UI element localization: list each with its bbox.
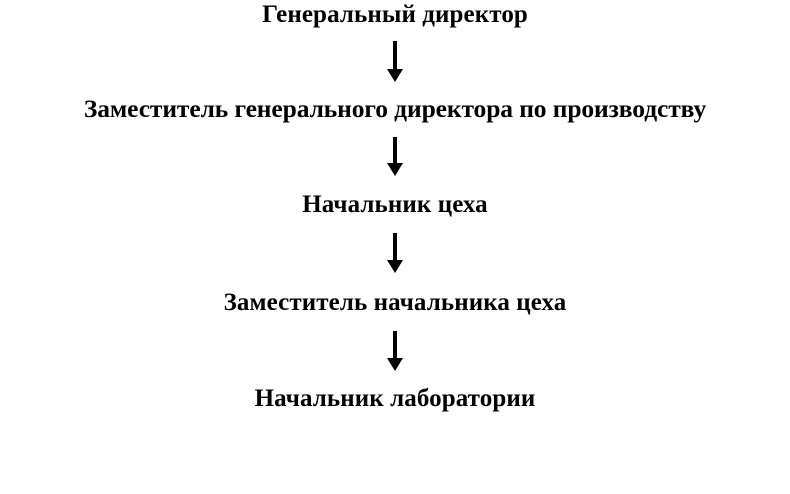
arrow-down-icon-1 — [387, 41, 403, 82]
arrow-down-icon-3 — [387, 233, 403, 273]
diagram-node-shop-manager: Начальник цеха — [302, 191, 488, 219]
arrow-head — [387, 260, 403, 273]
diagram-node-deputy-general-director-production: Заместитель генерального директора по производству — [83, 94, 707, 124]
diagram-node-general-director: Генеральный директор — [262, 1, 528, 28]
arrow-shaft — [393, 41, 397, 70]
arrow-head — [387, 163, 403, 176]
arrow-down-icon-2 — [387, 137, 403, 176]
arrow-down-icon-4 — [387, 331, 403, 371]
diagram-node-laboratory-manager: Начальник лаборатории — [254, 384, 536, 412]
arrow-shaft — [393, 331, 397, 359]
arrow-shaft — [393, 233, 397, 261]
arrow-head — [387, 358, 403, 371]
arrow-head — [387, 69, 403, 82]
diagram-node-deputy-shop-manager: Заместитель начальника цеха — [223, 289, 567, 317]
arrow-shaft — [393, 137, 397, 164]
